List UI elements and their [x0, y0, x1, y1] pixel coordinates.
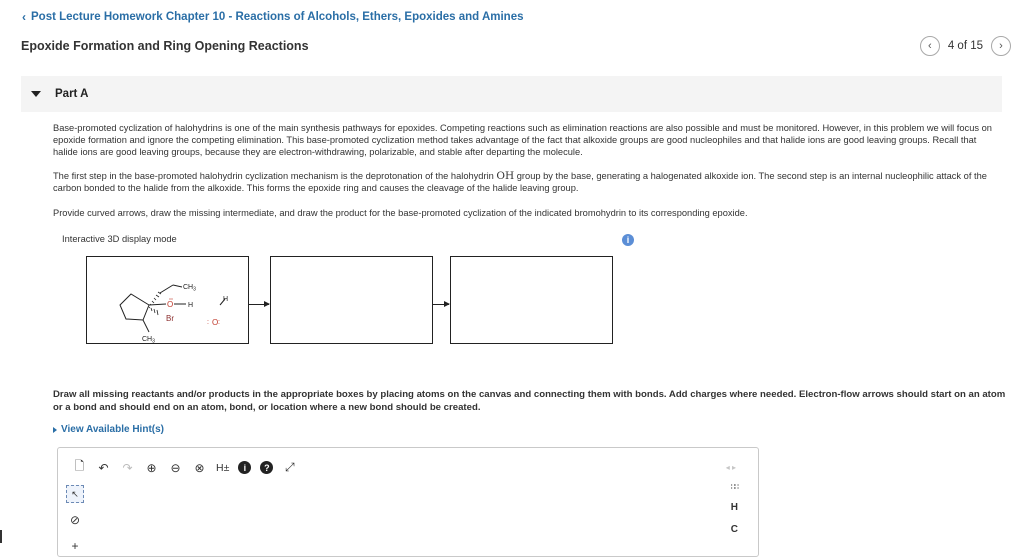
chevron-left-icon: ‹	[22, 10, 26, 24]
title-row	[21, 35, 1011, 57]
zoom-out-icon[interactable]: ⊖	[170, 460, 181, 475]
methyl-top-label: $CH_3$	[183, 284, 196, 293]
info-icon[interactable]: i	[238, 461, 251, 474]
breadcrumb[interactable]	[22, 10, 523, 24]
oh-formula: OH	[496, 170, 515, 182]
mechanism-text-cont: group by the base, generating a halogenated alkoxide ion. The second step is an internal nucleophilic attack of the carbon bonded to the halide from the alkoxide. This forms the epoxide ring and causes the cleavage of the halide leaving group.	[53, 171, 987, 193]
carbon-atom-button[interactable]: C	[730, 524, 738, 535]
mechanism-paragraph	[53, 170, 993, 194]
eraser-icon[interactable]: ⊘	[69, 513, 81, 527]
next-button[interactable]	[991, 36, 1011, 56]
task-paragraph: Provide curved arrows, draw the missing intermediate, and draw the product for the base-promoted cyclization of the indicated bromohydrin to its corresponding epoxide.	[53, 208, 748, 218]
reaction-arrow	[249, 304, 269, 305]
breadcrumb-link[interactable]: Post Lecture Homework Chapter 10 - Reactions of Alcohols, Ethers, Epoxides and Amines	[31, 11, 524, 23]
panel-nav-icon[interactable]: ◂ ▸	[725, 463, 736, 472]
intro-paragraph: Base-promoted cyclization of halohydrins is one of the main synthesis pathways for epoxides. Competing reactions such as elimination reactions are also possible and must be monitored. However, in this problem we will focus on epoxide formation and ignore the competing elimination. This base-promoted cyclization method takes advantage of the fact that alkoxide groups are good nucleophiles and that halide ions are good leaving groups. Recall that halide ions are good leaving groups, because they are electron-withdrawing, polarizable, and stable after departing the molecule.	[53, 123, 992, 157]
bromine-label: Br	[166, 314, 174, 323]
methyl-bottom-label: $CH_3$	[142, 336, 155, 345]
svg-text::: :	[207, 319, 209, 326]
zoom-in-icon[interactable]: ⊕	[146, 460, 157, 475]
window-edge	[0, 530, 2, 543]
periodic-table-icon[interactable]: ∷∷	[730, 484, 738, 491]
part-label: Part A	[55, 88, 89, 100]
pager	[920, 36, 1011, 56]
editor-left-tools	[66, 485, 84, 555]
expand-triangle-icon	[53, 427, 57, 433]
hydroxyl-oxygen: O	[167, 300, 174, 309]
display-mode-label[interactable]: Interactive 3D display mode	[62, 234, 177, 244]
redo-icon[interactable]: ↷	[122, 460, 133, 475]
hydrogen-atom-button[interactable]: H	[730, 502, 738, 513]
hints-label[interactable]: View Available Hint(s)	[61, 424, 164, 435]
svg-text::: :	[218, 319, 220, 326]
reaction-arrow	[433, 304, 449, 305]
product-box[interactable]	[450, 256, 613, 344]
selection-tool-icon[interactable]: ↖	[66, 485, 84, 503]
help-icon[interactable]: ?	[260, 461, 273, 474]
pager-count: 4 of 15	[947, 40, 983, 52]
intermediate-box[interactable]	[270, 256, 433, 344]
hydroxide-hydrogen: H	[223, 296, 229, 303]
fullscreen-icon[interactable]: ⤢	[285, 460, 295, 474]
part-a-header[interactable]	[21, 76, 1002, 112]
collapse-triangle-icon[interactable]	[31, 91, 41, 97]
hydroxide-oxygen: O	[212, 318, 219, 327]
bromohydrin-structure	[87, 257, 250, 345]
editor-toolbar	[72, 460, 297, 475]
explicit-hydrogens-button[interactable]: H±	[216, 461, 230, 474]
new-document-icon[interactable]: 🗋	[74, 459, 85, 473]
page-title: Epoxide Formation and Ring Opening Reactions	[21, 39, 309, 53]
hydroxyl-hydrogen: H	[188, 302, 194, 309]
undo-icon[interactable]: ↶	[98, 460, 109, 475]
editor-right-tools	[731, 483, 738, 535]
previous-button[interactable]	[920, 36, 940, 56]
mechanism-text: The first step in the base-promoted halohydrin cyclization mechanism is the deprotonation of the halohydrin	[53, 171, 497, 181]
drawing-editor[interactable]	[57, 447, 759, 557]
chevron-left-icon: ‹	[927, 40, 932, 52]
view-hints-link[interactable]	[53, 424, 164, 435]
reactant-box[interactable]	[86, 256, 249, 344]
chevron-right-icon: ›	[999, 40, 1003, 52]
info-icon[interactable]: i	[622, 234, 634, 246]
zoom-reset-icon[interactable]: ⊗	[194, 460, 205, 475]
charge-plus-icon[interactable]: +	[71, 539, 79, 553]
drawing-instructions: Draw all missing reactants and/or products in the appropriate boxes by placing atoms on the canvas and connecting them with bonds. Add charges where needed. Electron-flow arrows should start on an atom or a bond and should end on an atom, bond, or location where a new bond should be created.	[53, 389, 1006, 413]
